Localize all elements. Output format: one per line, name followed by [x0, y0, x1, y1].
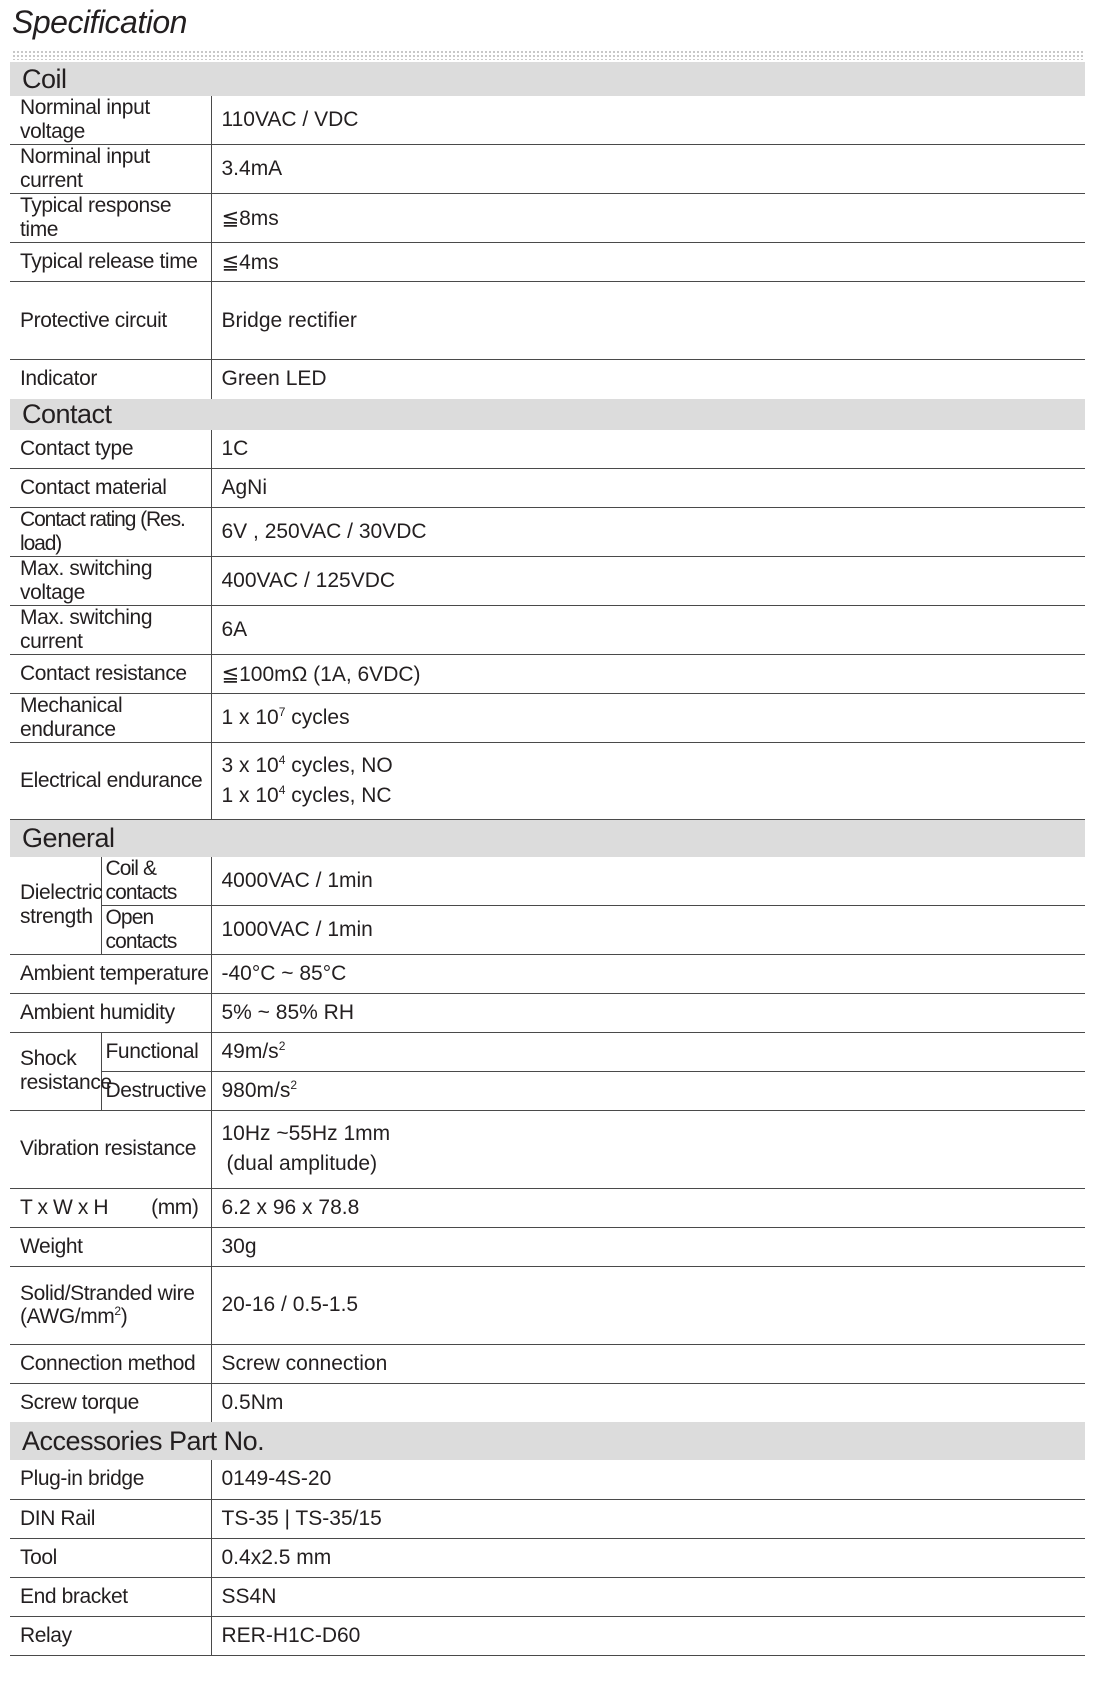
label-base: (AWG/mm [20, 1305, 115, 1328]
label-line: strength [20, 905, 93, 928]
value-base: 1 x 10 [221, 706, 279, 729]
dimension-unit: (mm) [151, 1195, 199, 1219]
spec-row [10, 430, 1085, 469]
spec-label: Contact resistance [10, 655, 211, 694]
spec-value: RER-H1C-D60 [211, 1616, 1085, 1655]
spec-row-shock-destructive [10, 1071, 1085, 1110]
spec-value [211, 1110, 1085, 1188]
spec-label: Ambient temperature [10, 954, 211, 993]
spec-value: ≦100mΩ (1A, 6VDC) [211, 655, 1085, 694]
spec-value: TS-35 | TS-35/15 [211, 1499, 1085, 1538]
spec-row-dielectric-coil [10, 857, 1085, 906]
section-heading: Accessories Part No. [10, 1422, 1085, 1460]
spec-label: Vibration resistance [10, 1110, 211, 1188]
spec-label: Indicator [20, 367, 97, 391]
spec-value: 1C [211, 430, 1085, 469]
spec-value: Green LED [211, 360, 1085, 399]
spec-row-wire [10, 1266, 1085, 1344]
spec-value: 0.5Nm [211, 1383, 1085, 1422]
value-exponent: 2 [290, 1077, 298, 1092]
spec-row-mechanical-endurance [10, 694, 1085, 743]
value-exponent: 4 [278, 753, 286, 768]
spec-label-shock [10, 1032, 112, 1110]
spec-label: Typical release time [10, 243, 211, 282]
spec-sublabel: Functional [101, 1032, 211, 1071]
label-line: resistance [20, 1071, 112, 1094]
spec-label: Contact rating (Res. load) [10, 508, 211, 557]
spec-row [10, 469, 1085, 508]
spec-label: Electrical endurance [10, 743, 211, 820]
spec-value: 0149-4S-20 [211, 1460, 1085, 1499]
spec-label: Protective circuit [10, 282, 211, 360]
spec-sublabel: Open contacts [101, 905, 211, 954]
spec-value: 6.2 x 96 x 78.8 [211, 1188, 1085, 1227]
spec-label: Norminal input voltage [10, 96, 211, 145]
spec-label: Contact type [10, 430, 211, 469]
spec-sublabel: Destructive [101, 1071, 211, 1110]
value-exponent: 7 [278, 705, 286, 719]
section-heading: General [10, 820, 1085, 857]
spec-label-dielectric [10, 857, 101, 955]
spec-row-shock-functional [10, 1032, 1085, 1071]
spec-sublabel: Coil & contacts [101, 857, 211, 906]
label-line: Dielectric [20, 880, 103, 904]
label-exponent: 2 [114, 1304, 121, 1318]
value-line-nc [222, 781, 1086, 811]
spec-value: 3.4mA [211, 145, 1085, 194]
spec-label [10, 1188, 211, 1227]
spec-value: 1000VAC / 1min [211, 905, 1085, 954]
spec-label: Max. switching current [10, 606, 211, 655]
specification-table [10, 62, 1085, 1656]
spec-value: 6V , 250VAC / 30VDC [211, 508, 1085, 557]
spec-row [10, 655, 1085, 694]
section-general [10, 820, 1085, 857]
spec-row [10, 1460, 1085, 1499]
spec-value: ≦8ms [211, 194, 1085, 243]
value-exponent: 4 [278, 783, 286, 797]
value-suffix: cycles [285, 706, 350, 729]
value-line-no [222, 751, 1086, 781]
spec-row [10, 508, 1085, 557]
spec-row-dielectric-open [10, 905, 1085, 954]
spec-value [211, 694, 1085, 743]
spec-label: Mechanical endurance [10, 694, 211, 743]
spec-row [10, 1577, 1085, 1616]
spec-label: Screw torque [20, 1390, 139, 1414]
spec-label: Relay [10, 1616, 211, 1655]
label-line: Solid/Stranded wire [20, 1281, 195, 1305]
spec-label: Connection method [10, 1344, 211, 1383]
spec-value: 30g [211, 1227, 1085, 1266]
spec-value: 20-16 / 0.5-1.5 [211, 1266, 1085, 1344]
spec-row-vibration [10, 1110, 1085, 1188]
dimension-label: T x W x H [20, 1195, 109, 1219]
spec-row [10, 145, 1085, 194]
spec-row [10, 1538, 1085, 1577]
value-base: 3 x 10 [221, 754, 279, 778]
spec-row [10, 1383, 1085, 1422]
spec-value: 0.4x2.5 mm [211, 1538, 1085, 1577]
spec-row [10, 1616, 1085, 1655]
label-line [20, 1305, 211, 1328]
spec-label: Ambient humidity [10, 993, 211, 1032]
spec-value [211, 1071, 1085, 1110]
value-base: 49m/s [221, 1039, 279, 1063]
spec-value: Bridge rectifier [211, 282, 1085, 360]
title-dotted-rule [12, 50, 1085, 60]
section-accessories [10, 1422, 1085, 1460]
value-line: (dual amplitude) [226, 1152, 378, 1175]
value-base: 980m/s [221, 1078, 291, 1102]
spec-label: Norminal input current [10, 145, 211, 194]
spec-value: 4000VAC / 1min [211, 857, 1085, 906]
spec-row [10, 993, 1085, 1032]
spec-row [10, 282, 1085, 360]
spec-row [10, 1499, 1085, 1538]
spec-label: Tool [10, 1538, 211, 1577]
section-coil [10, 62, 1085, 96]
spec-label: Weight [10, 1227, 211, 1266]
value-line: 10Hz ~55Hz 1mm [221, 1122, 391, 1146]
spec-value: 400VAC / 125VDC [211, 557, 1085, 606]
section-heading: Contact [10, 399, 1085, 430]
spec-row-electrical-endurance [10, 743, 1085, 820]
spec-value: 6A [211, 606, 1085, 655]
spec-value: -40°C ~ 85°C [211, 954, 1085, 993]
spec-label: Max. switching voltage [10, 557, 211, 606]
spec-label: Typical response time [10, 194, 211, 243]
spec-row [10, 194, 1085, 243]
spec-value: ≦4ms [211, 243, 1085, 282]
section-heading: Coil [10, 62, 1085, 96]
spec-row [10, 243, 1085, 282]
spec-value [211, 1032, 1085, 1071]
spec-label: Plug-in bridge [10, 1460, 211, 1499]
spec-label: DIN Rail [10, 1499, 211, 1538]
spec-row [10, 557, 1085, 606]
value-suffix: cycles, NC [285, 784, 392, 807]
spec-row [10, 1227, 1085, 1266]
value-suffix: cycles, NO [285, 754, 393, 778]
spec-value: 110VAC / VDC [211, 96, 1085, 145]
spec-row [10, 606, 1085, 655]
spec-row-dimensions [10, 1188, 1085, 1227]
spec-label [10, 1266, 211, 1344]
spec-value: 5% ~ 85% RH [211, 993, 1085, 1032]
spec-value [211, 743, 1085, 820]
label-end: ) [120, 1305, 128, 1328]
spec-row [10, 96, 1085, 145]
value-base: 1 x 10 [221, 784, 279, 807]
label-line: Shock [20, 1046, 77, 1070]
section-contact [10, 399, 1085, 430]
spec-row [10, 954, 1085, 993]
spec-value: AgNi [211, 469, 1085, 508]
spec-row [10, 1344, 1085, 1383]
spec-label: End bracket [10, 1577, 211, 1616]
value-exponent: 2 [278, 1038, 286, 1053]
spec-label: Contact material [10, 469, 211, 508]
spec-row [10, 360, 1085, 399]
page-title: Specification [12, 4, 187, 40]
spec-value: Screw connection [211, 1344, 1085, 1383]
spec-value: SS4N [211, 1577, 1085, 1616]
